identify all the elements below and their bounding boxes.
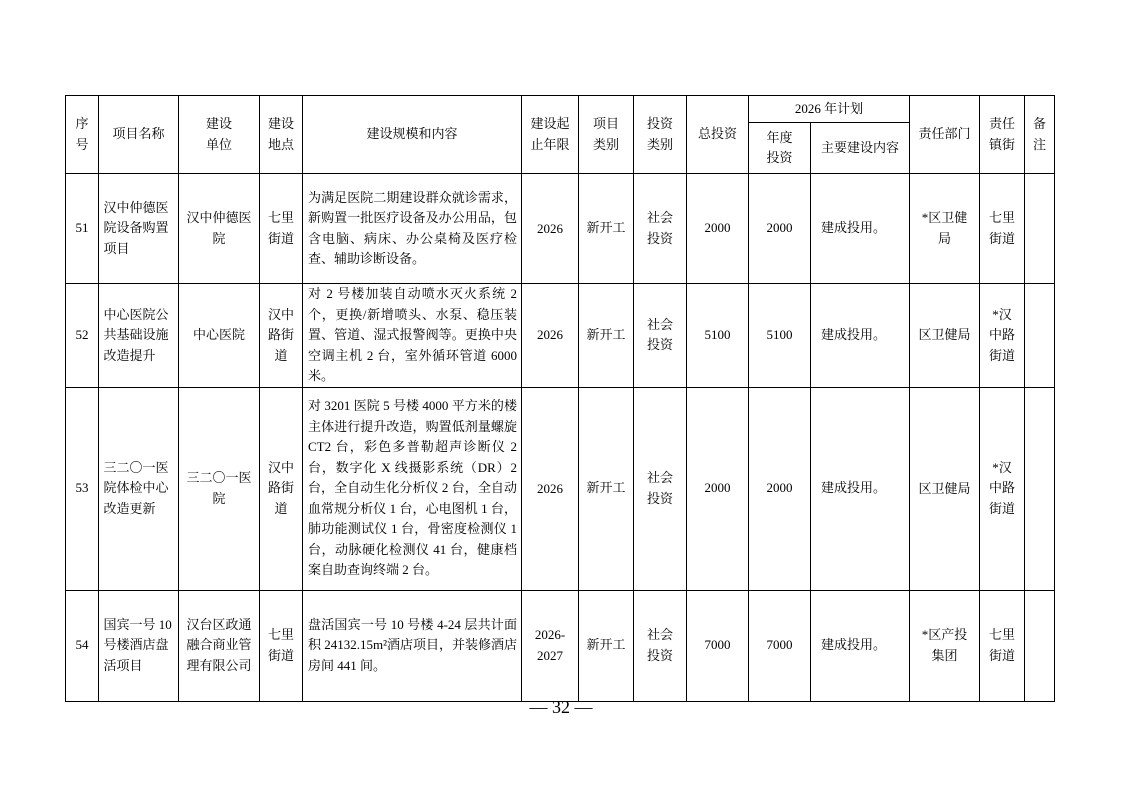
- cell-seq: [66, 590, 99, 701]
- cell-seq: [66, 174, 99, 284]
- header-location: [260, 96, 303, 174]
- location: 汉中路街道: [267, 306, 294, 363]
- responsible-dept: 区卫健局: [918, 480, 971, 496]
- cell-period: [522, 174, 579, 284]
- cell-builder: [179, 284, 260, 388]
- header-responsible-dept-label: 责任部门: [918, 126, 971, 142]
- project-table: [65, 95, 1055, 702]
- cell-total-investment: [687, 174, 749, 284]
- cell-location: [260, 590, 303, 701]
- page-number: — 32 —: [529, 697, 593, 717]
- cell-investment-type: [634, 284, 687, 388]
- period: 2026: [537, 327, 563, 343]
- responsible-dept: *区卫健局: [921, 210, 968, 246]
- seq-value: 51: [75, 220, 89, 236]
- main-content: 建成投用。: [821, 637, 887, 653]
- cell-annual-investment: [749, 284, 811, 388]
- cell-total-investment: [687, 387, 749, 590]
- investment-type: 社会投资: [646, 210, 673, 246]
- cell-remarks: [1025, 284, 1055, 388]
- total-investment: 2000: [704, 220, 731, 236]
- project-name: 国宾一号 10 号楼酒店盘活项目: [103, 616, 172, 673]
- header-plan-2026-label: 2026 年计划: [794, 100, 864, 116]
- header-main-content-label: 主要建设内容: [821, 139, 900, 155]
- cell-investment-type: [634, 590, 687, 701]
- header-project-type: [579, 96, 634, 174]
- total-investment: 2000: [704, 480, 731, 496]
- project-type: 新开工: [586, 220, 626, 236]
- cell-remarks: [1025, 387, 1055, 590]
- period: 2026-2027: [534, 627, 566, 663]
- cell-remarks: [1025, 590, 1055, 701]
- cell-location: [260, 174, 303, 284]
- header-responsible-street-label: 责任镇街: [989, 116, 1016, 152]
- header-scale-content: [303, 96, 522, 174]
- header-project-name: [99, 96, 179, 174]
- period: 2026: [537, 220, 563, 236]
- table-row: [66, 387, 1055, 590]
- builder-name: 中心医院: [192, 327, 245, 343]
- cell-responsible-dept: [910, 387, 980, 590]
- scale-content: 盘活国宾一号 10 号楼 4-24 层共计面积 24132.15m²酒店项目，并装修酒店房间 441 间。: [308, 616, 518, 673]
- header-project-name-label: 项目名称: [112, 126, 165, 142]
- investment-type: 社会投资: [646, 316, 673, 353]
- responsible-dept: 区卫健局: [918, 327, 971, 343]
- project-name: 中心医院公共基础设施改造提升: [103, 306, 169, 363]
- seq-value: 54: [75, 637, 89, 653]
- header-investment-type: [634, 96, 687, 174]
- table-row: [66, 284, 1055, 388]
- cell-annual-investment: [749, 387, 811, 590]
- header-main-content: [811, 123, 910, 174]
- cell-annual-investment: [749, 590, 811, 701]
- cell-annual-investment: [749, 174, 811, 284]
- cell-main-content: [811, 590, 910, 701]
- header-seq: [66, 96, 99, 174]
- cell-project-type: [579, 387, 634, 590]
- cell-project-type: [579, 174, 634, 284]
- seq-value: 53: [75, 480, 89, 496]
- annual-investment: 2000: [766, 480, 793, 496]
- header-period: [522, 96, 579, 174]
- cell-scale-content: [303, 590, 522, 701]
- total-investment: 5100: [704, 327, 731, 342]
- header-period-label: 建设起止年限: [530, 116, 570, 152]
- cell-scale-content: [303, 284, 522, 388]
- scale-content: 对 2 号楼加装自动喷水灭火系统 2 个，更换/新增喷头、水泵、稳压装置、管道、湿式报警阀等。更换中央空调主机 2 台，室外循环管道 6000 米。: [308, 286, 517, 383]
- cell-main-content: [811, 174, 910, 284]
- header-remarks: [1025, 96, 1055, 174]
- cell-responsible-street: [980, 174, 1025, 284]
- header-remarks-label: 备注: [1033, 116, 1047, 152]
- builder-name: 汉台区政通融合商业管理有限公司: [186, 616, 252, 673]
- responsible-street: *汉中路街道: [989, 459, 1016, 516]
- cell-project-type: [579, 590, 634, 701]
- header-responsible-dept: [910, 96, 980, 174]
- location: 七里街道: [267, 627, 294, 663]
- main-content: 建成投用。: [821, 327, 887, 342]
- cell-main-content: [811, 387, 910, 590]
- builder-name: 三二〇一医院: [186, 470, 252, 506]
- cell-builder: [179, 174, 260, 284]
- cell-scale-content: [303, 387, 522, 590]
- cell-period: [522, 284, 579, 388]
- annual-investment: 2000: [766, 220, 793, 236]
- header-row: [66, 96, 1055, 123]
- header-investment-type-label: 投资类别: [646, 116, 673, 152]
- cell-builder: [179, 590, 260, 701]
- responsible-street: 七里街道: [989, 627, 1016, 663]
- project-name: 三二〇一医院体检中心改造更新: [103, 459, 169, 516]
- cell-project-name: [99, 590, 179, 701]
- header-seq-label: 序号: [75, 116, 89, 152]
- seq-value: 52: [75, 327, 89, 342]
- total-investment: 7000: [704, 637, 731, 653]
- cell-responsible-dept: [910, 284, 980, 388]
- cell-seq: [66, 387, 99, 590]
- responsible-street: *汉中路街道: [989, 306, 1016, 363]
- cell-period: [522, 387, 579, 590]
- cell-responsible-dept: [910, 174, 980, 284]
- cell-investment-type: [634, 387, 687, 590]
- cell-main-content: [811, 284, 910, 388]
- cell-project-type: [579, 284, 634, 388]
- location: 汉中路街道: [267, 459, 294, 516]
- header-builder-label: 建设单位: [205, 116, 232, 152]
- cell-responsible-street: [980, 284, 1025, 388]
- cell-period: [522, 590, 579, 701]
- cell-responsible-dept: [910, 590, 980, 701]
- scale-content: 为满足医院二期建设群众就诊需求，新购置一批医疗设备及办公用品，包含电脑、病床、办公桌椅及医疗检查、辅助诊断设备。: [308, 189, 517, 266]
- responsible-dept: *区产投集团: [921, 627, 968, 663]
- table-row: [66, 174, 1055, 284]
- project-type: 新开工: [586, 327, 626, 342]
- cell-project-name: [99, 174, 179, 284]
- investment-type: 社会投资: [646, 470, 673, 506]
- cell-total-investment: [687, 590, 749, 701]
- table-header: [66, 96, 1055, 174]
- header-total-investment-label: 总投资: [697, 126, 737, 142]
- annual-investment: 5100: [766, 327, 793, 342]
- project-name: 汉中仲德医院设备购置项目: [103, 199, 169, 256]
- scale-content: 对 3201 医院 5 号楼 4000 平方米的楼主体进行提升改造，购置低剂量螺旋 CT2 台，彩色多普勒超声诊断仪 2 台，数字化 X 线摄影系统（DR）2 台，全自动生化分析仪 2 台，全自动血常规分析仪 1 台，心电图机 1 台，肺功能测试仪 1 台，骨密度检测仪 1 台，动脉硬化检测仪 41 台，健康档案自助查询终端 2 台。: [308, 398, 517, 578]
- header-scale-content-label: 建设规模和内容: [366, 126, 458, 142]
- cell-responsible-street: [980, 590, 1025, 701]
- cell-project-name: [99, 284, 179, 388]
- cell-responsible-street: [980, 387, 1025, 590]
- builder-name: 汉中仲德医院: [186, 210, 252, 246]
- header-project-type-label: 项目类别: [592, 116, 619, 152]
- header-location-label: 建设地点: [267, 116, 294, 152]
- table-body: [66, 174, 1055, 702]
- project-type: 新开工: [586, 480, 626, 496]
- table-row: [66, 590, 1055, 701]
- location: 七里街道: [267, 210, 294, 246]
- header-responsible-street: [980, 96, 1025, 174]
- cell-scale-content: [303, 174, 522, 284]
- header-annual-investment-label: 年度投资: [766, 129, 793, 165]
- cell-location: [260, 284, 303, 388]
- cell-investment-type: [634, 174, 687, 284]
- project-type: 新开工: [586, 637, 626, 653]
- header-total-investment: [687, 96, 749, 174]
- cell-seq: [66, 284, 99, 388]
- period: 2026: [537, 480, 563, 496]
- header-annual-investment: [749, 123, 811, 174]
- main-content: 建成投用。: [821, 220, 887, 236]
- header-plan-2026: [749, 96, 910, 123]
- cell-remarks: [1025, 174, 1055, 284]
- responsible-street: 七里街道: [989, 210, 1016, 246]
- investment-type: 社会投资: [646, 627, 673, 663]
- cell-location: [260, 387, 303, 590]
- main-content: 建成投用。: [821, 480, 887, 496]
- cell-builder: [179, 387, 260, 590]
- cell-total-investment: [687, 284, 749, 388]
- cell-project-name: [99, 387, 179, 590]
- header-builder: [179, 96, 260, 174]
- annual-investment: 7000: [766, 637, 793, 653]
